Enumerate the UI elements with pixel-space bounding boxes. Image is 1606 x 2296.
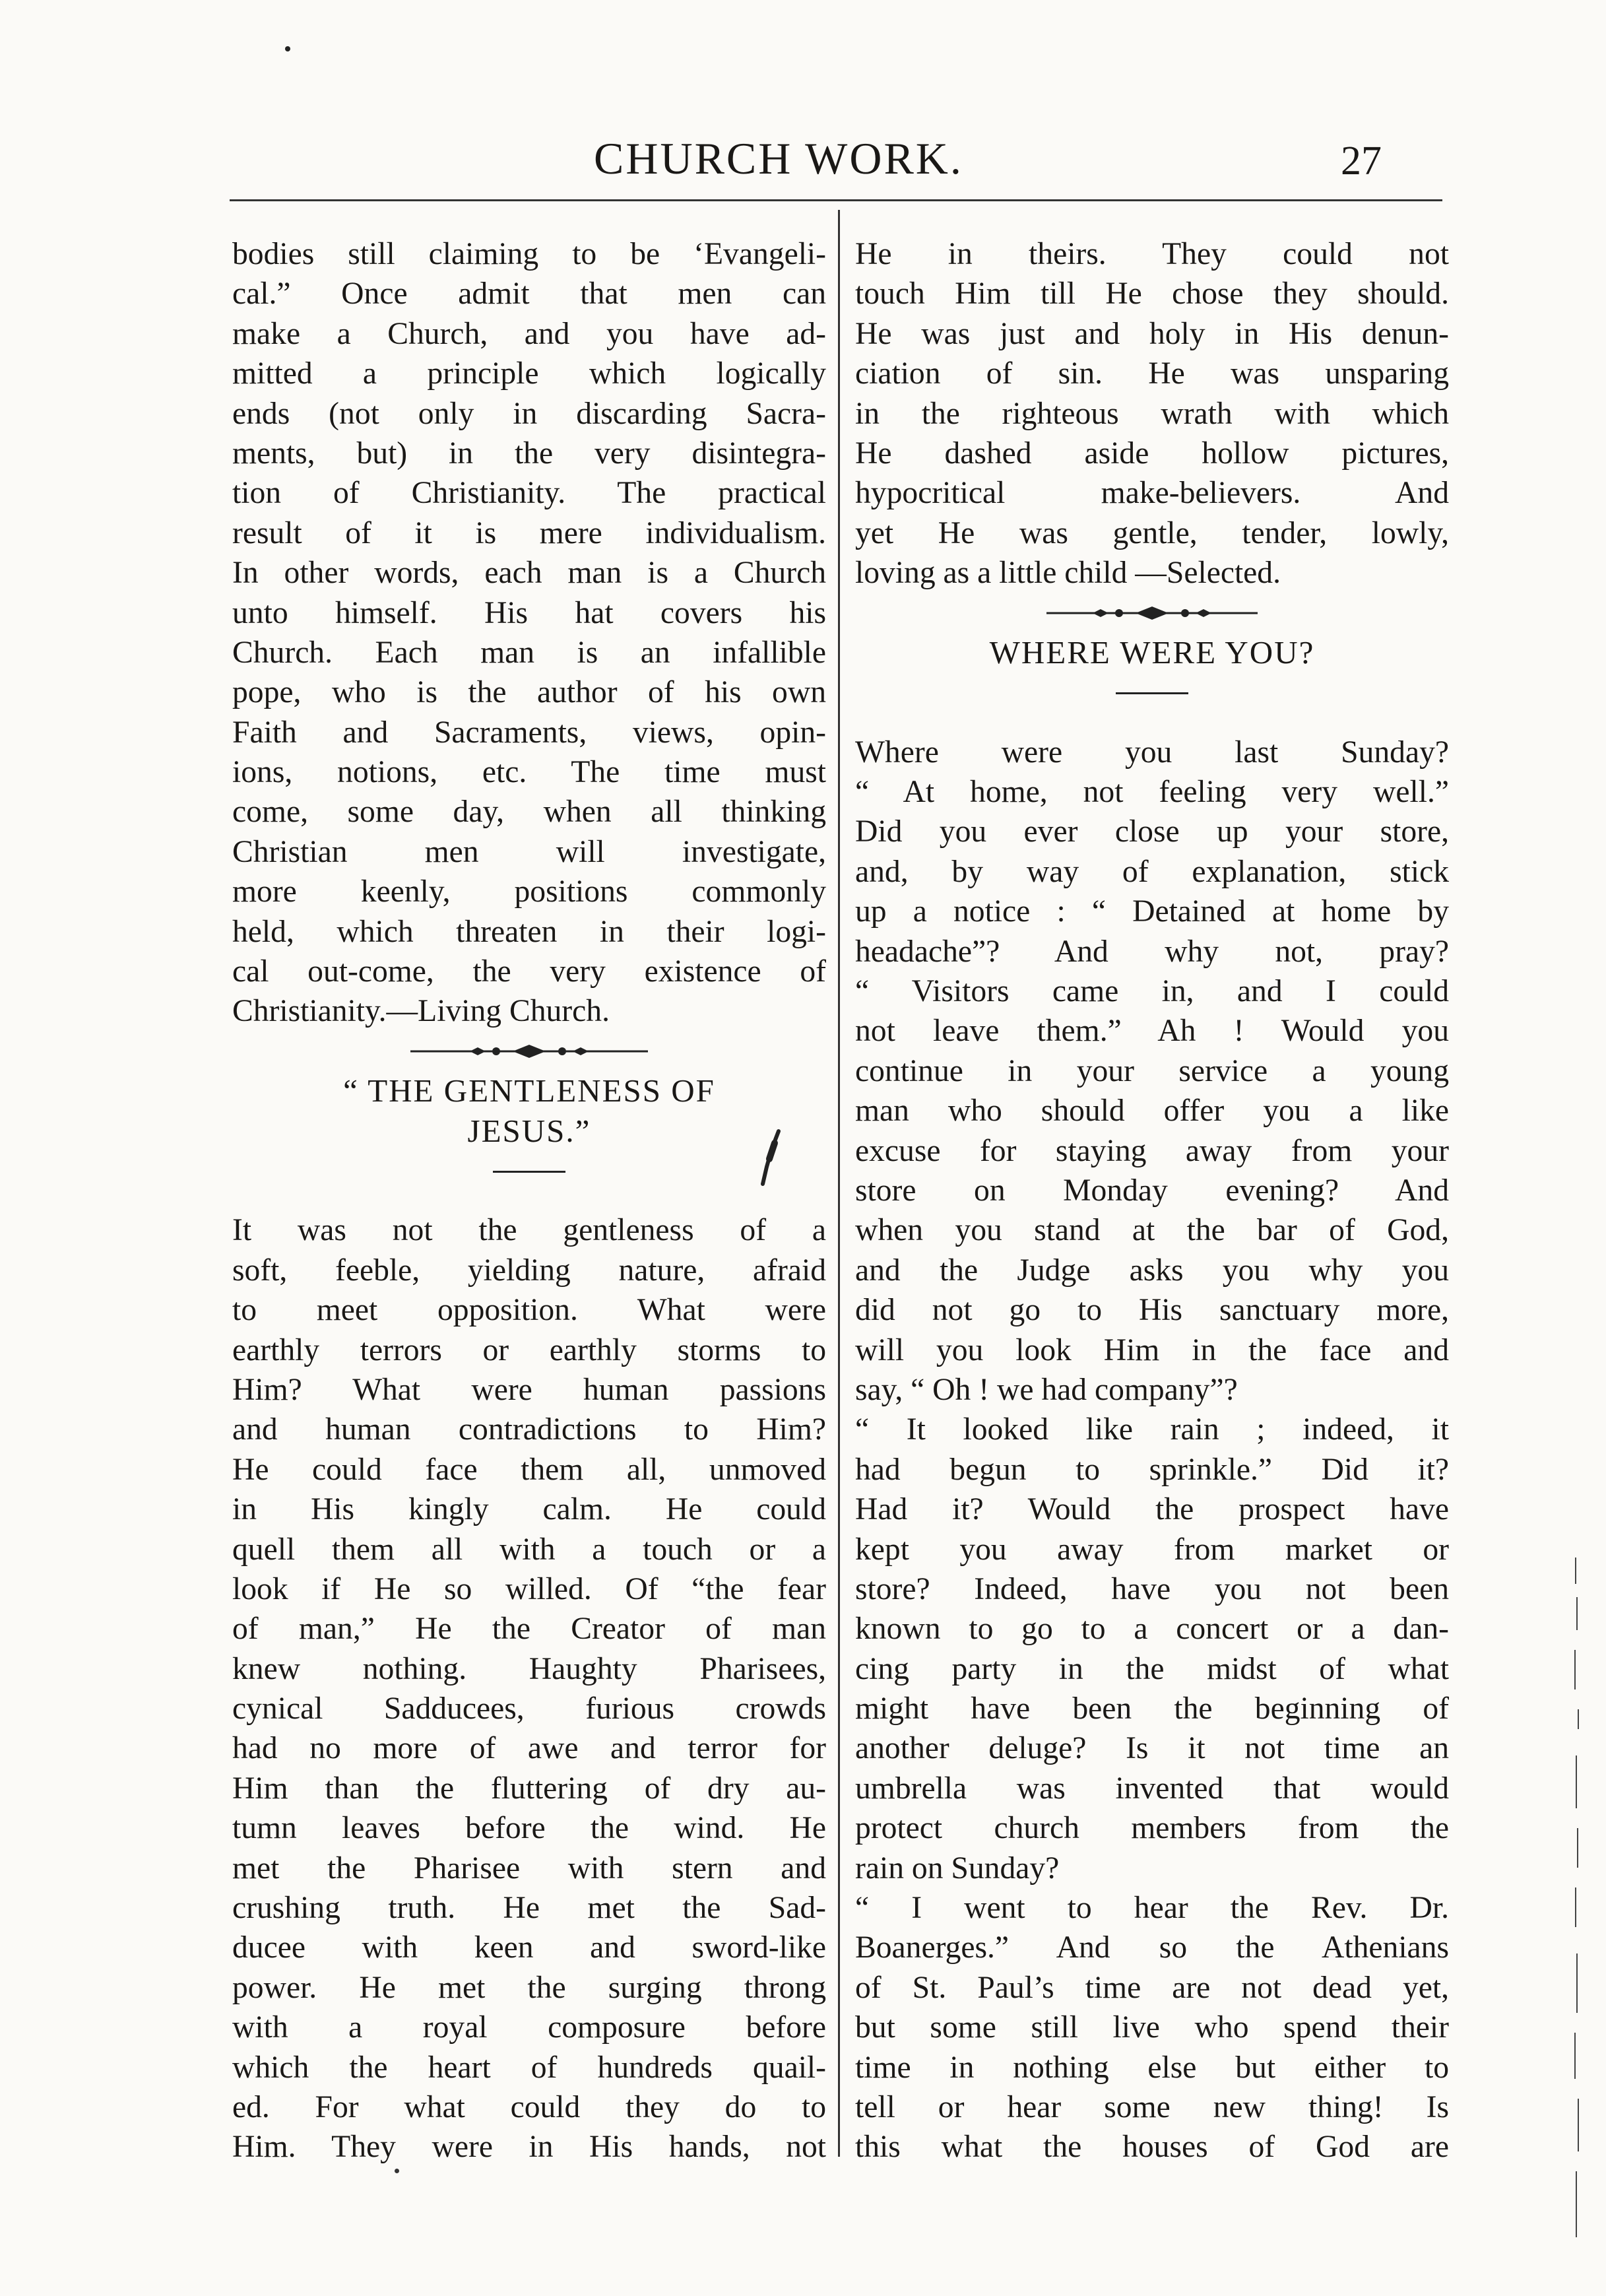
- text-line: ducee with keen and sword-like: [232, 1930, 826, 1965]
- text-line: He in theirs. They could not: [855, 237, 1449, 271]
- text-line: another deluge? Is it not time an: [855, 1731, 1449, 1766]
- text-line: “ It looked like rain ; indeed, it: [855, 1412, 1449, 1447]
- text-line: Boanerges.” And so the Athenians: [855, 1930, 1449, 1965]
- text-line: cal out-come, the very existence of: [232, 954, 826, 989]
- text-line: make a Church, and you have ad-: [232, 316, 826, 351]
- text-line: and, by way of explanation, stick: [855, 854, 1449, 889]
- section-ornament: [855, 593, 1449, 633]
- text-line: headache”? And why not, pray?: [855, 934, 1449, 969]
- text-line: crushing truth. He met the Sad-: [232, 1891, 826, 1926]
- left-column: [232, 234, 826, 2167]
- text-line: Him than the fluttering of dry au-: [232, 1771, 826, 1806]
- text-line: ions, notions, etc. The time must: [232, 755, 826, 790]
- text-line: hypocritical make-believers. And: [855, 476, 1449, 511]
- text-line: It was not the gentleness of a: [232, 1213, 826, 1248]
- text-line: store on Monday evening? And: [855, 1173, 1449, 1208]
- text-line: He was just and holy in His denun-: [855, 316, 1449, 351]
- text-line: Had it? Would the prospect have: [855, 1492, 1449, 1527]
- text-line: cing party in the midst of what: [855, 1651, 1449, 1686]
- text-line: quell them all with a touch or a: [232, 1532, 826, 1567]
- running-head: [0, 122, 1606, 195]
- text-line: continue in your service a young: [855, 1053, 1449, 1088]
- text-line: protect church members from the: [855, 1811, 1449, 1846]
- text-line: yet He was gentle, tender, lowly,: [855, 515, 1449, 550]
- text-line: touch Him till He chose they should.: [855, 277, 1449, 312]
- text-line: bodies still claiming to be ‘Evangeli-: [232, 237, 826, 271]
- text-line: Faith and Sacraments, views, opin-: [232, 715, 826, 750]
- text-line: cynical Sadducees, furious crowds: [232, 1691, 826, 1726]
- text-line: loving as a little child —Selected.: [855, 556, 1281, 591]
- text-line: tell or hear some new thing! Is: [855, 2089, 1449, 2124]
- heading-rule: [855, 672, 1449, 712]
- pencil-mark-icon: [752, 1129, 792, 1188]
- text-line: tion of Christianity. The practical: [232, 476, 826, 511]
- text-line: which the heart of hundreds quail-: [232, 2050, 826, 2085]
- text-line: excuse for staying away from your: [855, 1133, 1449, 1168]
- text-line: more keenly, positions commonly: [232, 874, 826, 909]
- ink-speck: [395, 2169, 399, 2173]
- text-line: umbrella was invented that would: [855, 1771, 1449, 1806]
- text-line: in His kingly calm. He could: [232, 1492, 826, 1527]
- text-line: ciation of sin. He was unsparing: [855, 356, 1449, 391]
- text-line: soft, feeble, yielding nature, afraid: [232, 1253, 826, 1288]
- header-rule: [230, 199, 1442, 201]
- text-line: He could face them all, unmoved: [232, 1452, 826, 1487]
- article-heading: WHERE WERE YOU?: [989, 634, 1315, 671]
- text-line: ments, but) in the very disintegra-: [232, 436, 826, 471]
- text-line: come, some day, when all thinking: [232, 795, 826, 830]
- text-line: when you stand at the bar of God,: [855, 1213, 1449, 1248]
- ink-speck: [285, 46, 290, 51]
- text-line: known to go to a concert or a dan-: [855, 1612, 1449, 1647]
- text-line: to meet opposition. What were: [232, 1293, 826, 1328]
- text-line: ed. For what could they do to: [232, 2089, 826, 2124]
- text-line: might have been the beginning of: [855, 1691, 1449, 1726]
- text-line: up a notice : “ Detained at home by: [855, 894, 1449, 929]
- text-line: of St. Paul’s time are not dead yet,: [855, 1970, 1449, 2005]
- text-line: Christian men will investigate,: [232, 834, 826, 869]
- text-line: mitted a principle which logically: [232, 356, 826, 391]
- text-line: in the righteous wrath with which: [855, 396, 1449, 431]
- article-heading: “ THE GENTLENESS OF: [343, 1072, 715, 1109]
- article-heading: JESUS.”: [467, 1112, 591, 1149]
- text-line: ends (not only in discarding Sacra-: [232, 396, 826, 431]
- column-divider: [838, 210, 840, 2157]
- text-line: Did you ever close up your store,: [855, 814, 1449, 849]
- text-line: cal.” Once admit that men can: [232, 277, 826, 312]
- text-line: Where were you last Sunday?: [855, 735, 1449, 770]
- text-line: “ I went to hear the Rev. Dr.: [855, 1891, 1449, 1926]
- text-line: had begun to sprinkle.” Did it?: [855, 1452, 1449, 1487]
- text-line: “ Visitors came in, and I could: [855, 974, 1449, 1009]
- text-line: Him? What were human passions: [232, 1372, 826, 1407]
- section-ornament: [232, 1032, 826, 1071]
- text-line: time in nothing else but either to: [855, 2050, 1449, 2085]
- text-line: met the Pharisee with stern and: [232, 1851, 826, 1886]
- text-line: tumn leaves before the wind. He: [232, 1811, 826, 1846]
- text-line: Christianity.—Living Church.: [232, 994, 610, 1029]
- text-line: pope, who is the author of his own: [232, 675, 826, 710]
- heading-rule: [232, 1151, 826, 1191]
- text-line: rain on Sunday?: [855, 1851, 1060, 1886]
- text-line: and human contradictions to Him?: [232, 1412, 826, 1447]
- text-line: Church. Each man is an infallible: [232, 635, 826, 670]
- text-line: say, “ Oh ! we had company”?: [855, 1372, 1238, 1407]
- text-line: held, which threaten in their logi-: [232, 914, 826, 949]
- text-line: “ At home, not feeling very well.”: [855, 775, 1449, 810]
- text-line: but some still live who spend their: [855, 2010, 1449, 2045]
- text-line: and the Judge asks you why you: [855, 1253, 1449, 1288]
- text-line: this what the houses of God are: [855, 2130, 1449, 2165]
- scan-edge-artifact: [1569, 1558, 1589, 2244]
- journal-title: CHURCH WORK.: [594, 133, 963, 183]
- text-line: In other words, each man is a Church: [232, 556, 826, 591]
- text-line: man who should offer you a like: [855, 1094, 1449, 1129]
- text-line: not leave them.” Ah ! Would you: [855, 1014, 1449, 1049]
- text-line: did not go to His sanctuary more,: [855, 1293, 1449, 1328]
- right-column: [855, 234, 1449, 2167]
- text-line: knew nothing. Haughty Pharisees,: [232, 1651, 826, 1686]
- text-line: with a royal composure before: [232, 2010, 826, 2045]
- text-line: look if He so willed. Of “the fear: [232, 1571, 826, 1606]
- text-line: Him. They were in His hands, not: [232, 2130, 826, 2165]
- text-line: store? Indeed, have you not been: [855, 1571, 1449, 1606]
- text-line: had no more of awe and terror for: [232, 1731, 826, 1766]
- text-line: He dashed aside hollow pictures,: [855, 436, 1449, 471]
- text-line: of man,” He the Creator of man: [232, 1612, 826, 1647]
- text-line: unto himself. His hat covers his: [232, 595, 826, 630]
- text-line: will you look Him in the face and: [855, 1332, 1449, 1367]
- text-line: result of it is mere individualism.: [232, 515, 826, 550]
- page-number: 27: [1341, 139, 1382, 183]
- text-line: earthly terrors or earthly storms to: [232, 1332, 826, 1367]
- text-line: kept you away from market or: [855, 1532, 1449, 1567]
- text-line: power. He met the surging throng: [232, 1970, 826, 2005]
